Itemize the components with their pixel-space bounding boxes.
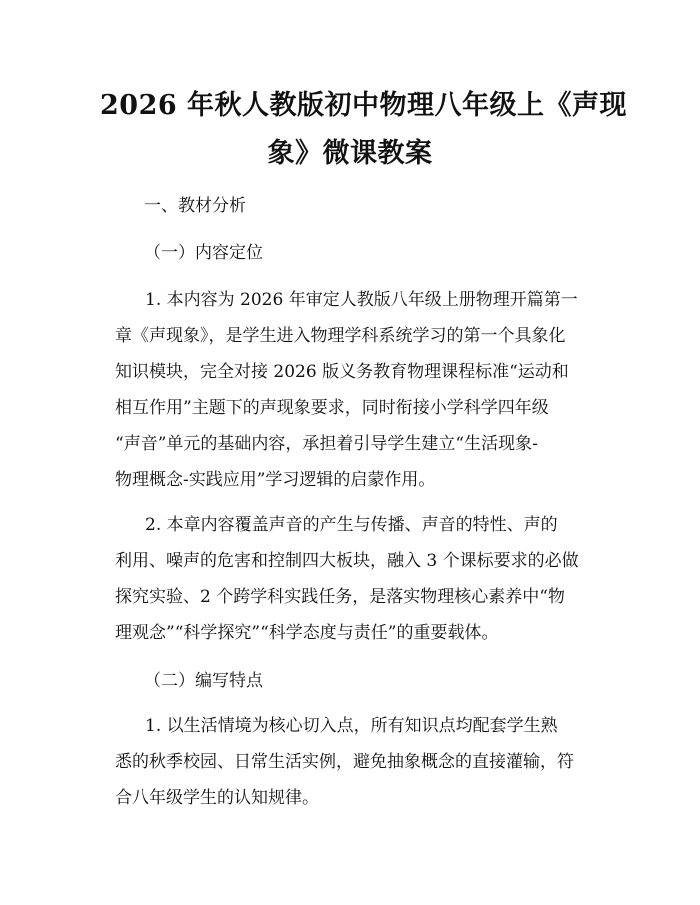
paragraph-line: 2. 本章内容覆盖声音的产生与传播、声音的特性、声的 <box>145 515 558 535</box>
subsection-heading-writing-features: （二）编写特点 <box>144 671 263 691</box>
paragraph-line: 探究实验、2 个跨学科实践任务，是落实物理核心素养中“物 <box>115 587 565 607</box>
paragraph-writing-features-1 <box>115 708 595 816</box>
paragraph-line: 章《声现象》，是学生进入物理学科系统学习的第一个具象化 <box>115 326 566 346</box>
paragraph-line: 1. 本内容为 2026 年审定人教版八年级上册物理开篇第一 <box>145 290 578 310</box>
paragraph-line: 知识模块，完全对接 2026 版义务教育物理课程标准“运动和 <box>115 362 569 382</box>
document-title-line-2: 象》微课教案 <box>267 138 433 169</box>
paragraph-line: 理观念”“科学探究”“科学态度与责任”的重要载体。 <box>115 623 499 643</box>
paragraph-line: 合八年级学生的认知规律。 <box>115 788 319 808</box>
paragraph-line: 物理概念-实践应用”学习逻辑的启蒙作用。 <box>115 470 436 490</box>
section-heading-textbook-analysis: 一、教材分析 <box>144 196 246 216</box>
document-title-line-1: 2026 年秋人教版初中物理八年级上《声现 <box>100 90 628 121</box>
paragraph-line: 悉的秋季校园、日常生活实例，避免抽象概念的直接灌输，符 <box>115 752 574 772</box>
paragraph-line: 利用、噪声的危害和控制四大板块，融入 3 个课标要求的必做 <box>115 551 579 571</box>
paragraph-content-positioning-1 <box>115 282 595 498</box>
subsection-heading-content-positioning: （一）内容定位 <box>144 243 263 263</box>
paragraph-line: 相互作用”主题下的声现象要求，同时衔接小学科学四年级 <box>115 398 549 418</box>
paragraph-line: 1. 以生活情境为核心切入点，所有知识点均配套学生熟 <box>145 716 558 736</box>
paragraph-content-positioning-2 <box>115 507 595 651</box>
paragraph-line: “声音”单元的基础内容，承担着引导学生建立“生活现象- <box>115 434 538 454</box>
